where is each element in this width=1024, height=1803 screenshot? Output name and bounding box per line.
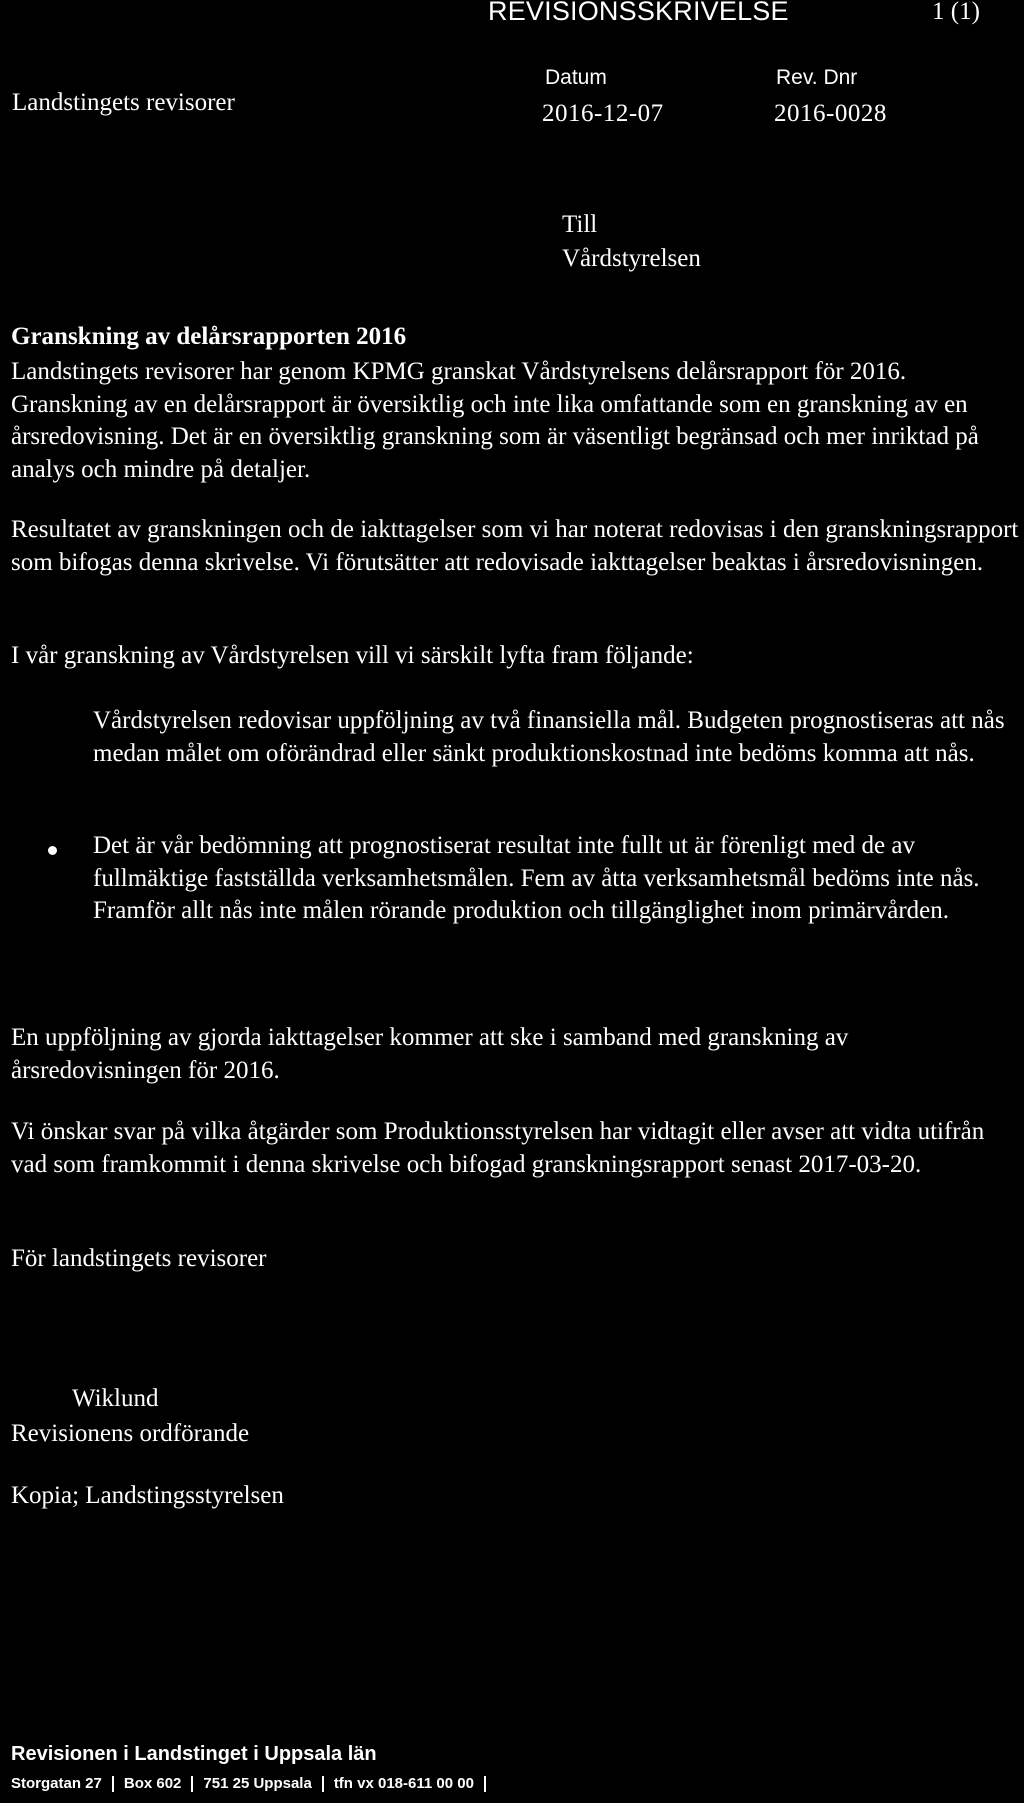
footer-address: Storgatan 27 bbox=[11, 1775, 102, 1792]
letter-heading: Granskning av delårsrapporten 2016 bbox=[11, 323, 407, 350]
paragraph-result: Resultatet av granskningen och de iakttagelser som vi har noterat redovisas i den granskningsrapport som bifogas denna skrivelse. Vi förutsätter att redovisade iakttagelser beaktas i årsredovisningen. bbox=[11, 516, 1019, 576]
reference-value: 2016-0028 bbox=[774, 100, 887, 127]
footer-contact-line bbox=[11, 1775, 496, 1792]
footer-divider bbox=[322, 1776, 324, 1792]
reference-label: Rev. Dnr bbox=[776, 66, 858, 89]
page-number: 1 (1) bbox=[932, 0, 980, 25]
footer-divider bbox=[112, 1776, 114, 1792]
paragraph-highlight: I vår granskning av Vårdstyrelsen vill vi särskilt lyfta fram följande: bbox=[11, 642, 694, 669]
recipient-name: Vårdstyrelsen bbox=[562, 245, 701, 272]
footer-box: Box 602 bbox=[123, 1775, 182, 1792]
date-value: 2016-12-07 bbox=[542, 100, 664, 127]
recipient-label: Till bbox=[562, 211, 598, 238]
paragraph-follow-up: En uppföljning av gjorda iakttagelser kommer att ske i samband med granskning av årsredovisningen för 2016. bbox=[11, 1024, 849, 1084]
paragraph-request: Vi önskar svar på vilka åtgärder som Produktionsstyrelsen har vidtagit eller avser att vidta utifrån vad som framkommit i denna skrivelse och bifogad granskningsrapport senast 2017-03-20. bbox=[11, 1118, 985, 1178]
footer-phone: tfn vx 018-611 00 00 bbox=[333, 1775, 474, 1792]
bullet-item-financial-goals: Vårdstyrelsen redovisar uppföljning av två finansiella mål. Budgeten prognostiseras att nås medan målet om oförändrad eller sänkt produktionskostnad inte bedöms komma att nås. bbox=[93, 707, 1005, 767]
footer-divider bbox=[484, 1776, 486, 1792]
copy-recipient: Kopia; Landstingsstyrelsen bbox=[11, 1482, 284, 1509]
paragraph-intro: Landstingets revisorer har genom KPMG granskat Vårdstyrelsens delårsrapport för 2016. Granskning av en delårsrapport är översiktlig och inte lika omfattande som en granskning av en årsredovisning. Det är en översiktlig granskning som är väsentligt begränsad och mer inriktad på analys och mindre på detaljer. bbox=[11, 358, 979, 483]
bullet-item-operational-goals: Det är vår bedömning att prognostiserat resultat inte fullt ut är förenligt med de av fullmäktige fastställda verksamhetsmålen. Fem av åtta verksamhetsmål bedöms inte nås. Framför allt nås inte målen rörande produktion och tillgänglighet inom primärvården. bbox=[93, 832, 980, 924]
signatory-name: Wiklund bbox=[72, 1385, 159, 1412]
closing-line: För landstingets revisorer bbox=[11, 1245, 267, 1272]
document-type: REVISIONSSKRIVELSE bbox=[488, 0, 789, 26]
signatory-title: Revisionens ordförande bbox=[11, 1420, 250, 1447]
footer-divider bbox=[191, 1776, 193, 1792]
date-label: Datum bbox=[545, 66, 607, 89]
footer-organization: Revisionen i Landstinget i Uppsala län bbox=[11, 1743, 377, 1765]
sender-name: Landstingets revisorer bbox=[12, 89, 235, 116]
footer-postal: 751 25 Uppsala bbox=[203, 1775, 312, 1792]
bullet-dot-icon bbox=[48, 846, 57, 855]
